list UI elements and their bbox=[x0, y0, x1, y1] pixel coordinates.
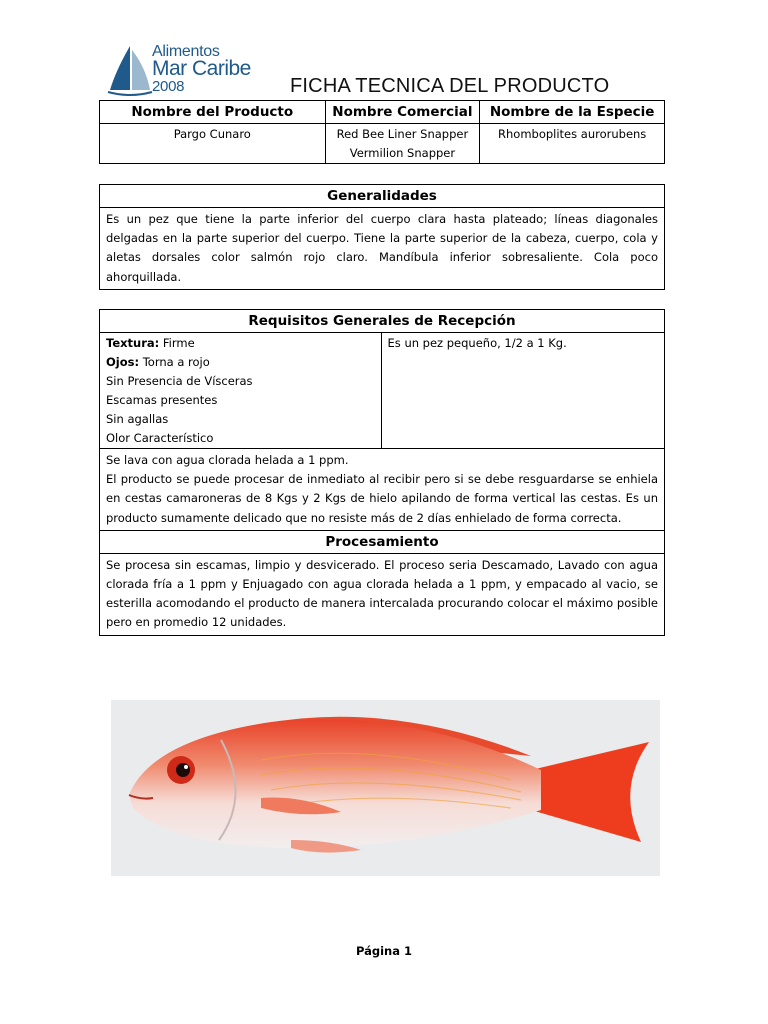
criteria-agallas: Sin agallas bbox=[106, 412, 169, 426]
textura-value: Firme bbox=[159, 336, 195, 350]
logo-text-mar-caribe: Mar Caribe bbox=[152, 57, 251, 80]
header-species-name: Nombre de la Especie bbox=[480, 101, 665, 124]
criteria-olor: Olor Característico bbox=[106, 431, 214, 445]
generalidades-table bbox=[99, 184, 665, 290]
procesamiento-text: Se procesa sin escamas, limpio y desvicerado. El proceso seria Descamado, Lavado con agua clorada fría a 1 ppm y Enjuagado con agua clorada helada a 1 ppm, y empacado al vacio, se esterilla acomodando el producto de manera intercalada procurando colocar el máximo posible pero en promedio 12 unidades. bbox=[106, 557, 658, 630]
textura-label: Textura: bbox=[106, 336, 160, 350]
product-name: Pargo Cunaro bbox=[173, 127, 251, 141]
logo-text-year: 2008 bbox=[152, 78, 185, 95]
company-logo bbox=[106, 44, 266, 98]
recepcion-heading: Requisitos Generales de Recepción bbox=[100, 310, 665, 333]
species-name: Rhomboplites aurorubens bbox=[498, 127, 647, 141]
product-table bbox=[99, 100, 665, 164]
document-title: FICHA TECNICA DEL PRODUCTO bbox=[290, 75, 610, 97]
storage-text: El producto se puede procesar de inmediato al recibir pero si se debe resguardarse se enhiela en cestas camaroneras de 8 Kgs y 2 Kgs de hielo apilando de forma vertical las cestas. Es un producto sumamente delicado que no resiste más de 2 días enhielado de forma correcta. bbox=[106, 472, 658, 525]
criteria-textura bbox=[100, 334, 381, 353]
product-name-cell bbox=[100, 124, 326, 164]
criteria-visceras: Sin Presencia de Vísceras bbox=[106, 374, 253, 388]
size-note: Es un pez pequeño, 1/2 a 1 Kg. bbox=[387, 336, 567, 350]
recepcion-table bbox=[99, 309, 665, 636]
criteria-ojos bbox=[100, 353, 381, 372]
logo-text-alimentos: Alimentos bbox=[152, 43, 220, 60]
ojos-label: Ojos: bbox=[106, 355, 140, 369]
commercial-name-2: Vermilion Snapper bbox=[349, 146, 456, 160]
procesamiento-heading: Procesamiento bbox=[100, 530, 665, 553]
commercial-name-1: Red Bee Liner Snapper bbox=[336, 127, 469, 141]
page-number: Página 1 bbox=[355, 944, 412, 958]
criteria-escamas: Escamas presentes bbox=[106, 393, 218, 407]
species-name-cell bbox=[480, 124, 665, 164]
recepcion-criteria-cell bbox=[100, 333, 382, 449]
fish-illustration bbox=[111, 700, 660, 876]
commercial-name-cell bbox=[325, 124, 480, 164]
generalidades-heading: Generalidades bbox=[100, 185, 665, 208]
generalidades-text: Es un pez que tiene la parte inferior del cuerpo clara hasta plateado; líneas diagonales delgadas en la parte superior del cuerpo. Tiene la parte superior de la cabeza, cuerpo, cola y aletas dorsales color salmón rojo claro. Mandíbula inferior sobresaliente. Cola poco ahorquillada. bbox=[106, 212, 658, 284]
fish-photo bbox=[111, 700, 660, 876]
wash-line: Se lava con agua clorada helada a 1 ppm. bbox=[106, 453, 349, 467]
recepcion-handling-cell bbox=[100, 449, 665, 531]
header-commercial-name: Nombre Comercial bbox=[325, 101, 480, 124]
recepcion-size-cell bbox=[381, 333, 664, 449]
header-product-name: Nombre del Producto bbox=[100, 101, 326, 124]
product-table-row bbox=[100, 124, 665, 164]
sail-logo-icon bbox=[106, 44, 154, 98]
ojos-value: Torna a rojo bbox=[139, 355, 210, 369]
product-table-header-row bbox=[100, 101, 665, 124]
